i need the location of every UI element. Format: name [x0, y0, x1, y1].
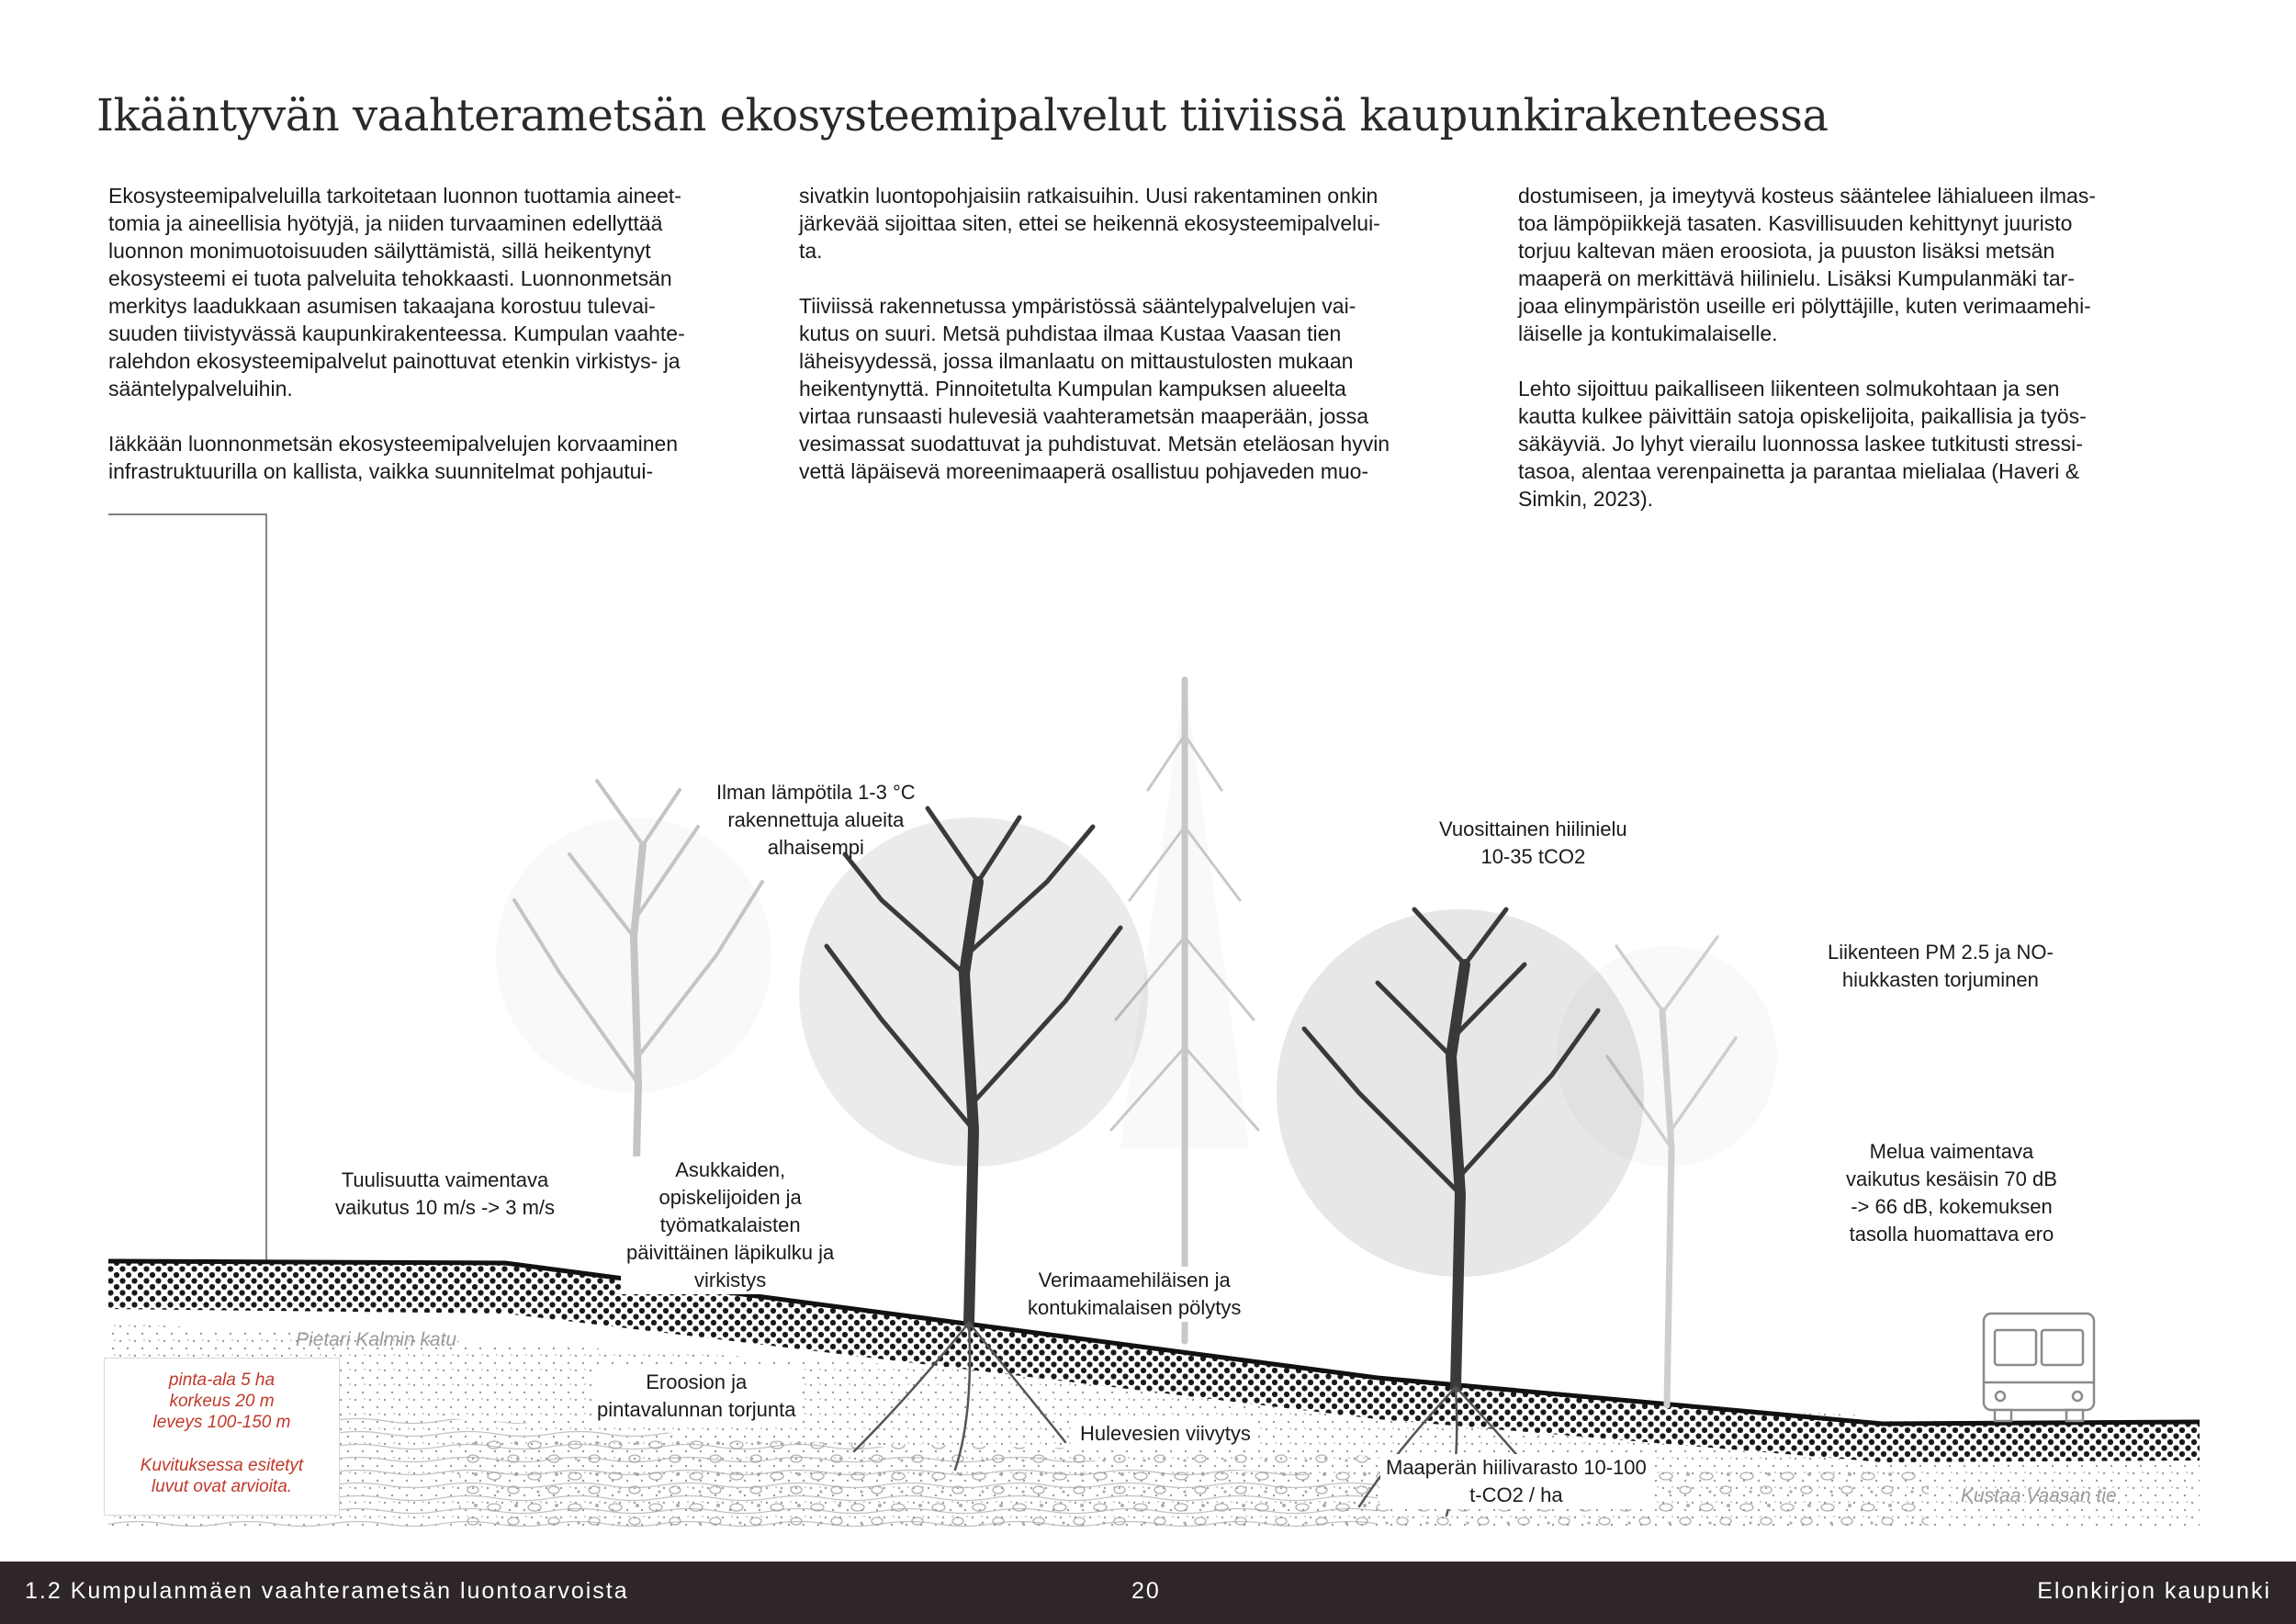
page-number: 20	[1131, 1578, 1161, 1604]
bus-icon	[1984, 1314, 2094, 1421]
paragraph: Lehto sijoittuu paikalliseen liikenteen solmukohtaan ja sen kautta kulkee päivittäin satoja opiskelijoita, paikallisia ja työs- säkäyviä. Jo lyhyt vierailu luonnossa laskee tutkitusti stressi- tasoa, alentaa verenpainetta ja parantaa mielialaa (Haveri & Simkin, 2023).	[1518, 377, 2087, 511]
label-erosion: Eroosion ja pintavalunnan torjunta	[591, 1369, 802, 1424]
page-title: Ikääntyvän vaahterametsän ekosysteemipalvelut tiiviissä kaupunkirakenteessa	[96, 90, 1829, 141]
label-noise: Melua vaimentava vaikutus kesäisin 70 dB -> 66 dB, kokemuksen tasolla huomattava ero	[1846, 1140, 2057, 1246]
paragraph: sivatkin luontopohjaisiin ratkaisuihin. Uusi rakentaminen onkin järkevää sijoittaa siten, ettei se heikennä ekosysteemipalvelui- ta.	[799, 184, 1380, 263]
street-label-right: Kustaa Vaasan tie	[1961, 1485, 2117, 1506]
paragraph: dostumiseen, ja imeytyvä kosteus sääntelee lähialueen ilmas- toa lämpöpiikkejä tasaten. Kasvillisuuden kehittynyt juuristo torjuu kaltevan mäen eroosiota, ja puuston lisäksi metsän maaperä on merkittävä hiilinielu. Lisäksi Kumpulanmäki tar- joaa elinympäristön useille eri pölyttäjille, kuten verimaamehi- läiselle ja kontukimalaiselle.	[1518, 184, 2096, 345]
info-box-stats: pinta-ala 5 ha korkeus 20 m leveys 100-150 m	[152, 1370, 291, 1432]
page-footer	[0, 1562, 2296, 1624]
label-temperature: Ilman lämpötila 1-3 °C rakennettuja alueita alhaisempi	[716, 781, 916, 859]
label-passage: Asukkaiden, opiskelijoiden ja työmatkalaisten päivittäinen läpikulku ja virkistys	[621, 1156, 839, 1294]
paragraph: Iäkkään luonnonmetsän ekosysteemipalvelujen korvaaminen infrastruktuurilla on kallista, vaikka suunnitelmat pohjautui-	[108, 432, 679, 483]
info-box	[104, 1358, 340, 1516]
label-carbon-sink: Vuosittainen hiilinielu 10-35 tCO2	[1439, 818, 1627, 868]
label-pollination: Verimaamehiläisen ja kontukimalaisen pölytys	[1022, 1267, 1246, 1322]
label-stormwater: Hulevesien viivytys	[1075, 1420, 1256, 1448]
label-pm-particles: Liikenteen PM 2.5 ja NO- hiukkasten torjuminen	[1828, 941, 2054, 991]
label-wind: Tuulisuutta vaimentava vaikutus 10 m/s -> 3 m/s	[335, 1168, 556, 1219]
footer-publication-title: Elonkirjon kaupunki	[2037, 1578, 2271, 1604]
label-soil-carbon: Maaperän hiilivarasto 10-100 t-CO2 / ha	[1380, 1454, 1652, 1509]
footer-section-title: 1.2 Kumpulanmäen vaahterametsän luontoarvoista	[25, 1578, 629, 1604]
paragraph: Ekosysteemipalveluilla tarkoitetaan luonnon tuottamia aineet- tomia ja aineellisia hyötyjä, ja niiden turvaaminen edellyttää luonnon monimuotoisuuden säilyttämistä, sillä heikentynyt ekosysteemi ei tuota palveluita tehokkaasti. Luonnonmetsän merkitys laadukkaan asumisen takaajana korostuu tulevai- suuden tiivistyvässä kaupunkirakenteessa. Kumpulan vaahte- ralehdon ekosysteemipalvelut painottuvat etenkin virkistys- ja sääntelypalveluihin.	[108, 184, 685, 400]
info-box-note: Kuvituksessa esitetyt luvut ovat arvioita.	[140, 1456, 304, 1496]
street-label-left: Pietari Kalmin katu	[296, 1329, 457, 1350]
paragraph: Tiiviissä rakennetussa ympäristössä sääntelypalvelujen vai- kutus on suuri. Metsä puhdistaa ilmaa Kustaa Vaasan tien läheisyydessä, jossa ilmanlaatu on mittaustulosten mukaan heikentynyttä. Pinnoitetulta Kumpulan kampuksen alueelta virtaa runsaasti hulevesiä vaahterametsän maaperään, jossa vesimassat suodattuvat ja puhdistuvat. Metsän eteläosan hyvin vettä läpäisevä moreenimaaperä osallistuu pohjaveden muo-	[799, 294, 1390, 483]
